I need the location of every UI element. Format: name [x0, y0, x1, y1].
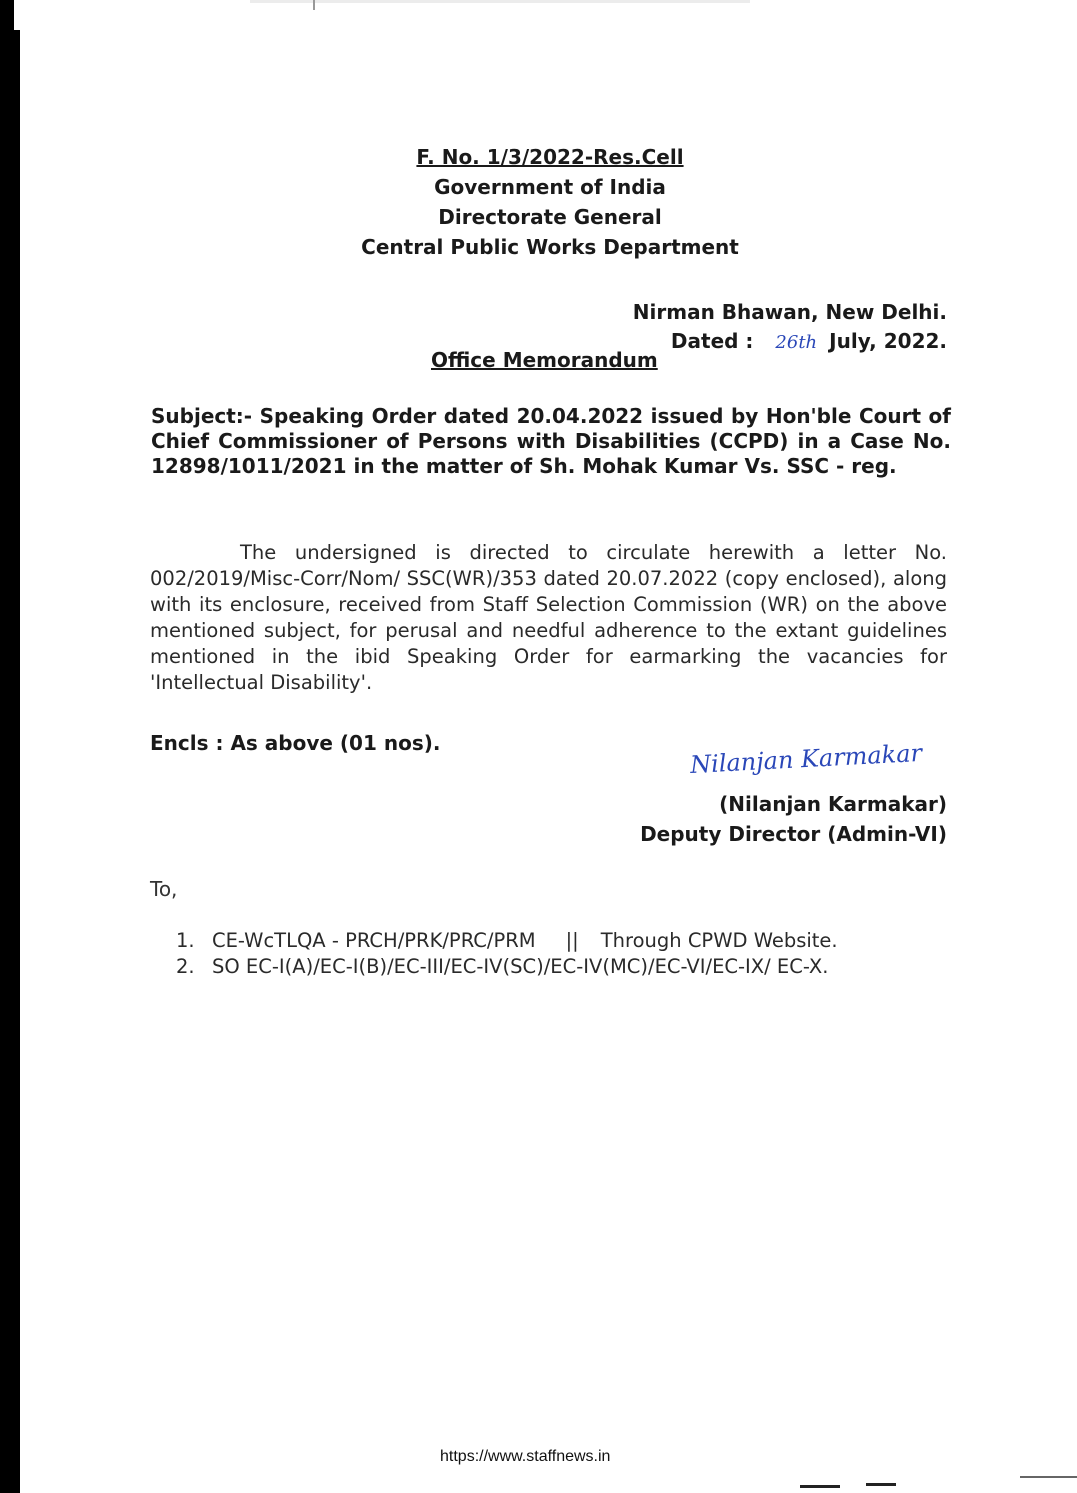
handwritten-signature: Nilanjan Karmakar	[689, 738, 923, 780]
bottom-mark	[1020, 1476, 1077, 1478]
place-date-block	[633, 298, 947, 357]
scan-edge	[0, 30, 20, 1493]
dated-label: Dated :	[670, 329, 754, 353]
date-rest: July, 2022.	[829, 329, 947, 353]
body-text: The undersigned is directed to circulate herewith a letter No. 002/2019/Misc-Corr/Nom/ SSC(WR)/353 dated 20.07.2022 (copy enclosed), along with its enclosure, received from Staff Selection Commission (WR) on the above mentioned subject, for perusal and needful adherence to the extant guidelines mentioned in the ibid Speaking Order for earmarking the vacancies for 'Intellectual Disability'.	[150, 541, 947, 694]
handwritten-day: 26th	[775, 332, 818, 353]
top-rule	[250, 0, 750, 3]
signatory-designation: Deputy Director (Admin-VI)	[640, 822, 947, 846]
org-line-3: Central Public Works Department	[361, 235, 739, 259]
top-tick	[313, 0, 315, 10]
scan-edge-top	[0, 0, 14, 30]
org-line-1: Government of India	[434, 175, 666, 199]
signatory-name: (Nilanjan Karmakar)	[719, 792, 947, 816]
footer-url[interactable]: https://www.staffnews.in	[440, 1448, 611, 1465]
org-line-2: Directorate General	[438, 205, 662, 229]
memo-title: Office Memorandum	[431, 348, 658, 372]
subject: Subject:- Speaking Order dated 20.04.2022 issued by Hon'ble Court of Chief Commissioner of Persons with Disabilities (CCPD) in a Case No. 12898/1011/2021 in the matter of Sh. Mohak Kumar Vs. SSC - reg.	[151, 404, 951, 478]
bottom-mark	[800, 1485, 840, 1488]
to-label: To,	[150, 877, 178, 901]
body-paragraph	[150, 540, 947, 696]
location: Nirman Bhawan, New Delhi.	[632, 300, 947, 324]
distribution-list	[176, 928, 956, 980]
list-item: 1. CE-WcTLQA - PRCH/PRK/PRC/PRM || Through CPWD Website.	[176, 929, 838, 952]
file-number: F. No. 1/3/2022-Res.Cell	[416, 145, 684, 169]
bottom-mark	[866, 1483, 896, 1486]
letterhead	[300, 142, 800, 262]
date-line	[633, 327, 947, 357]
enclosures: Encls : As above (01 nos).	[150, 731, 441, 755]
list-item: 2. SO EC-I(A)/EC-I(B)/EC-III/EC-IV(SC)/EC-IV(MC)/EC-VI/EC-IX/ EC-X.	[176, 955, 829, 978]
signatory-block	[640, 789, 947, 849]
